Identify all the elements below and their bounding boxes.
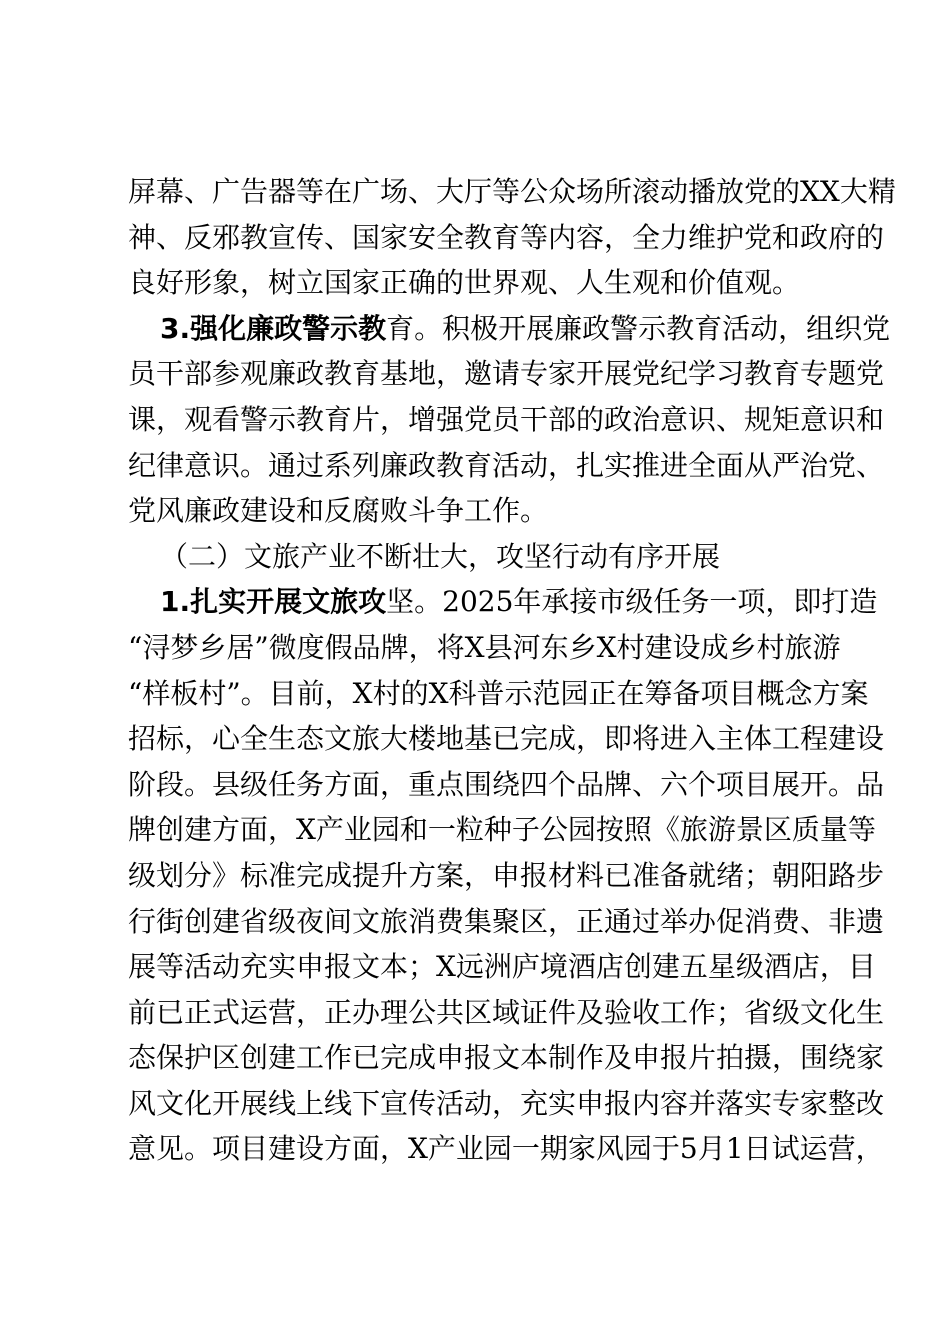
text-line: 前已正式运营，正办理公共区域证件及验收工作；省级文化生 — [128, 995, 885, 1029]
text-run: 育。积极开展廉政警示教育活动，组织党 — [386, 311, 891, 345]
text-line: 课，观看警示教育片，增强党员干部的政治意识、规矩意识和 — [128, 402, 885, 436]
text-line: 屏幕、广告器等在广场、大厅等公众场所滚动播放党的XX大精 — [128, 175, 896, 208]
subheading-line — [128, 306, 891, 352]
subheading-line — [128, 579, 878, 625]
text-run: 坚。2025年承接市级任务一项，即打造 — [386, 585, 878, 619]
text-line: 风文化开展线上线下宣传活动，充实申报内容并落实专家整改 — [128, 1086, 885, 1120]
text-line: 良好形象，树立国家正确的世界观、人生观和价值观。 — [128, 266, 801, 300]
text-line: 牌创建方面，X产业园和一粒种子公园按照《旅游景区质量等 — [128, 813, 876, 847]
text-line: 招标，心全生态文旅大楼地基已完成，即将进入主体工程建设 — [128, 722, 885, 756]
document-page — [128, 169, 896, 1172]
text-line: 态保护区创建工作已完成申报文本制作及申报片拍摄，围绕家 — [128, 1041, 885, 1075]
subheading-bold: 1.扎实开展文旅攻 — [160, 585, 387, 619]
text-line: “样板村”。目前，X村的X科普示范园正在筹备项目概念方案 — [128, 676, 869, 710]
text-line: 级划分》标准完成提升方案，申报材料已准备就绪；朝阳路步 — [128, 858, 885, 892]
text-line: 意见。项目建设方面，X产业园一期家风园于5月1日试运营， — [128, 1132, 884, 1166]
text-line: 行街创建省级夜间文旅消费集聚区，正通过举办促消费、非遗 — [128, 904, 885, 938]
text-line: “浔梦乡居”微度假品牌，将X县河东乡X村建设成乡村旅游 — [128, 630, 841, 664]
subheading-bold: 3.强化廉政警示教 — [160, 311, 387, 345]
text-line: 党风廉政建设和反腐败斗争工作。 — [128, 494, 549, 528]
text-line: 神、反邪教宣传、国家安全教育等内容，全力维护党和政府的 — [128, 220, 885, 254]
section-heading: （二）文旅产业不断壮大，攻坚行动有序开展 — [160, 539, 721, 573]
text-line: 员干部参观廉政教育基地，邀请专家开展党纪学习教育专题党 — [128, 357, 885, 391]
text-line: 阶段。县级任务方面，重点围绕四个品牌、六个项目展开。品 — [128, 767, 885, 801]
text-line: 展等活动充实申报文本；X远洲庐境酒店创建五星级酒店，目 — [128, 950, 876, 984]
text-line: 纪律意识。通过系列廉政教育活动，扎实推进全面从严治党、 — [128, 448, 885, 482]
